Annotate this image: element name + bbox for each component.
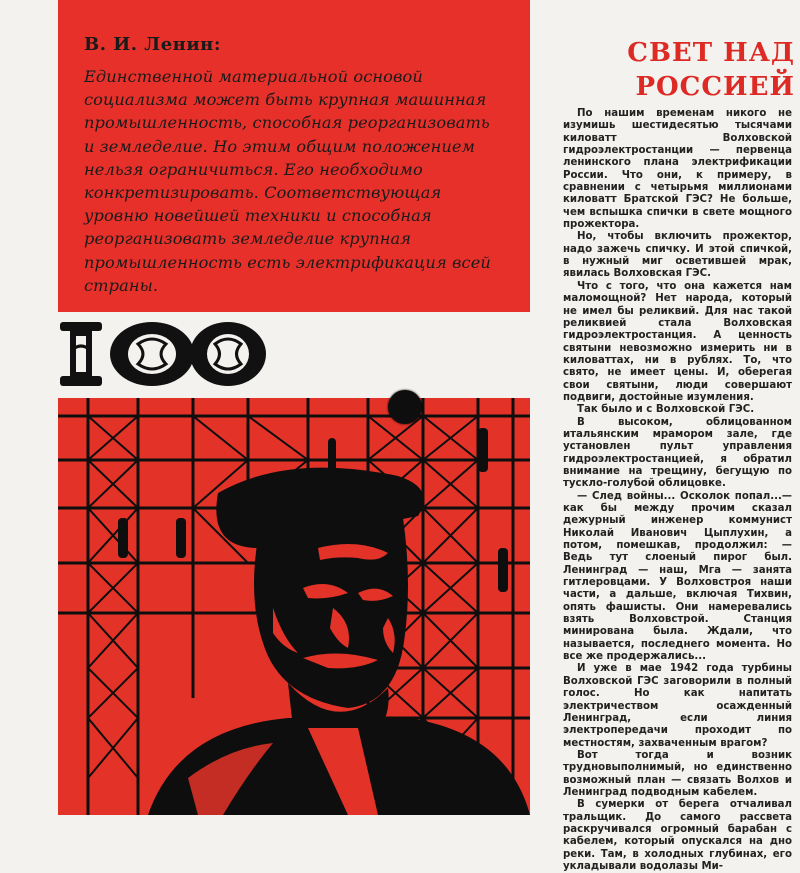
quote-author: В. И. Ленин: bbox=[84, 34, 222, 55]
quote-text: Единственной материальной основой социализма может быть крупная машинная промышленность, способная реорганизовать и земледелие. Но этим общим положением нельзя ограничиться. Его необходимо конкретизировать. Соответствующая уровню новейшей техники и способная реорганизовать земледелие крупная промышленность есть электрификация всей страны. bbox=[84, 67, 491, 295]
portrait-illustration bbox=[58, 398, 530, 815]
ornamental-100-graphic bbox=[56, 318, 266, 390]
article-paragraph: В сумерки от берега отчаливал тральщик. До самого рассвета раскручивался огромный барабан с кабелем, который опускался на дно реки. Там, в холодных глубинах, его укладывали водолазы Ми- bbox=[563, 799, 792, 872]
portrait-poster bbox=[58, 398, 530, 815]
headline-line-2: РОССИЕЙ bbox=[635, 72, 795, 102]
article-paragraph: — След войны... Осколок попал...— как бы между прочим сказал дежурный инженер коммунист Николай Иванович Цыплухин, а потом, помешкав, продолжил: — Ведь тут слоеный пирог был. Ленинград — наш, Мга — занята гитлеровцами. У Волховстроя наши части, а дальше, включая Тихвин, опять фашисты. Они намеревались взять Волховстрой. Станция минирована была. Ждали, что называется, последнего момента. Но все же продержались... bbox=[563, 490, 792, 663]
article-paragraph: Что с того, что она кажется нам маломощной? Нет народа, который не имел бы реликвий. Для нас такой реликвией стала Волховская гидроэлектростанция. А ценность святыни невозможно измерить ни в киловаттах, ни в рублях. То, что свято, не имеет цены. И, оберегая свои святыни, люди совершают подвиги, достойные изумления. bbox=[563, 280, 792, 403]
headline-line-1: СВЕТ НАД bbox=[627, 38, 795, 68]
article-body bbox=[563, 108, 792, 873]
punch-hole bbox=[388, 390, 422, 424]
lenin-quote-block bbox=[58, 0, 530, 312]
article-paragraph: Так было и с Волховской ГЭС. bbox=[577, 404, 755, 416]
article-headline bbox=[600, 36, 795, 104]
article-paragraph: Вот тогда и возник трудновыполнимый, но единственно возможный план — связать Волхов и Ленинград подводным кабелем. bbox=[563, 749, 792, 798]
article-paragraph: Но, чтобы включить прожектор, надо зажечь спичку. И этой спичкой, в нужный миг осветившей мрак, явилась Волховская ГЭС. bbox=[563, 231, 792, 280]
centenary-ornament bbox=[56, 318, 266, 390]
article-paragraph: И уже в мае 1942 года турбины Волховской ГЭС заговорили в полный голос. Но как напитать электричеством осажденный Ленинград, если линия электропередачи проходит по местностям, захваченным врагом? bbox=[563, 663, 792, 749]
article-paragraph: По нашим временам никого не изумишь шестидесятью тысячами киловатт Волховской гидроэлектростанции — первенца ленинского плана электрификации России. Что они, к примеру, в сравнении с четырьмя миллионами киловатт Братской ГЭС? Не больше, чем вспышка спички в свете мощного прожектора. bbox=[563, 108, 792, 231]
article-paragraph: В высоком, облицованном итальянским мрамором зале, где установлен пульт управления гидроэлектростанцией, я обратил внимание на трещину, бегущую по тускло-голубой облицовке. bbox=[563, 416, 792, 490]
